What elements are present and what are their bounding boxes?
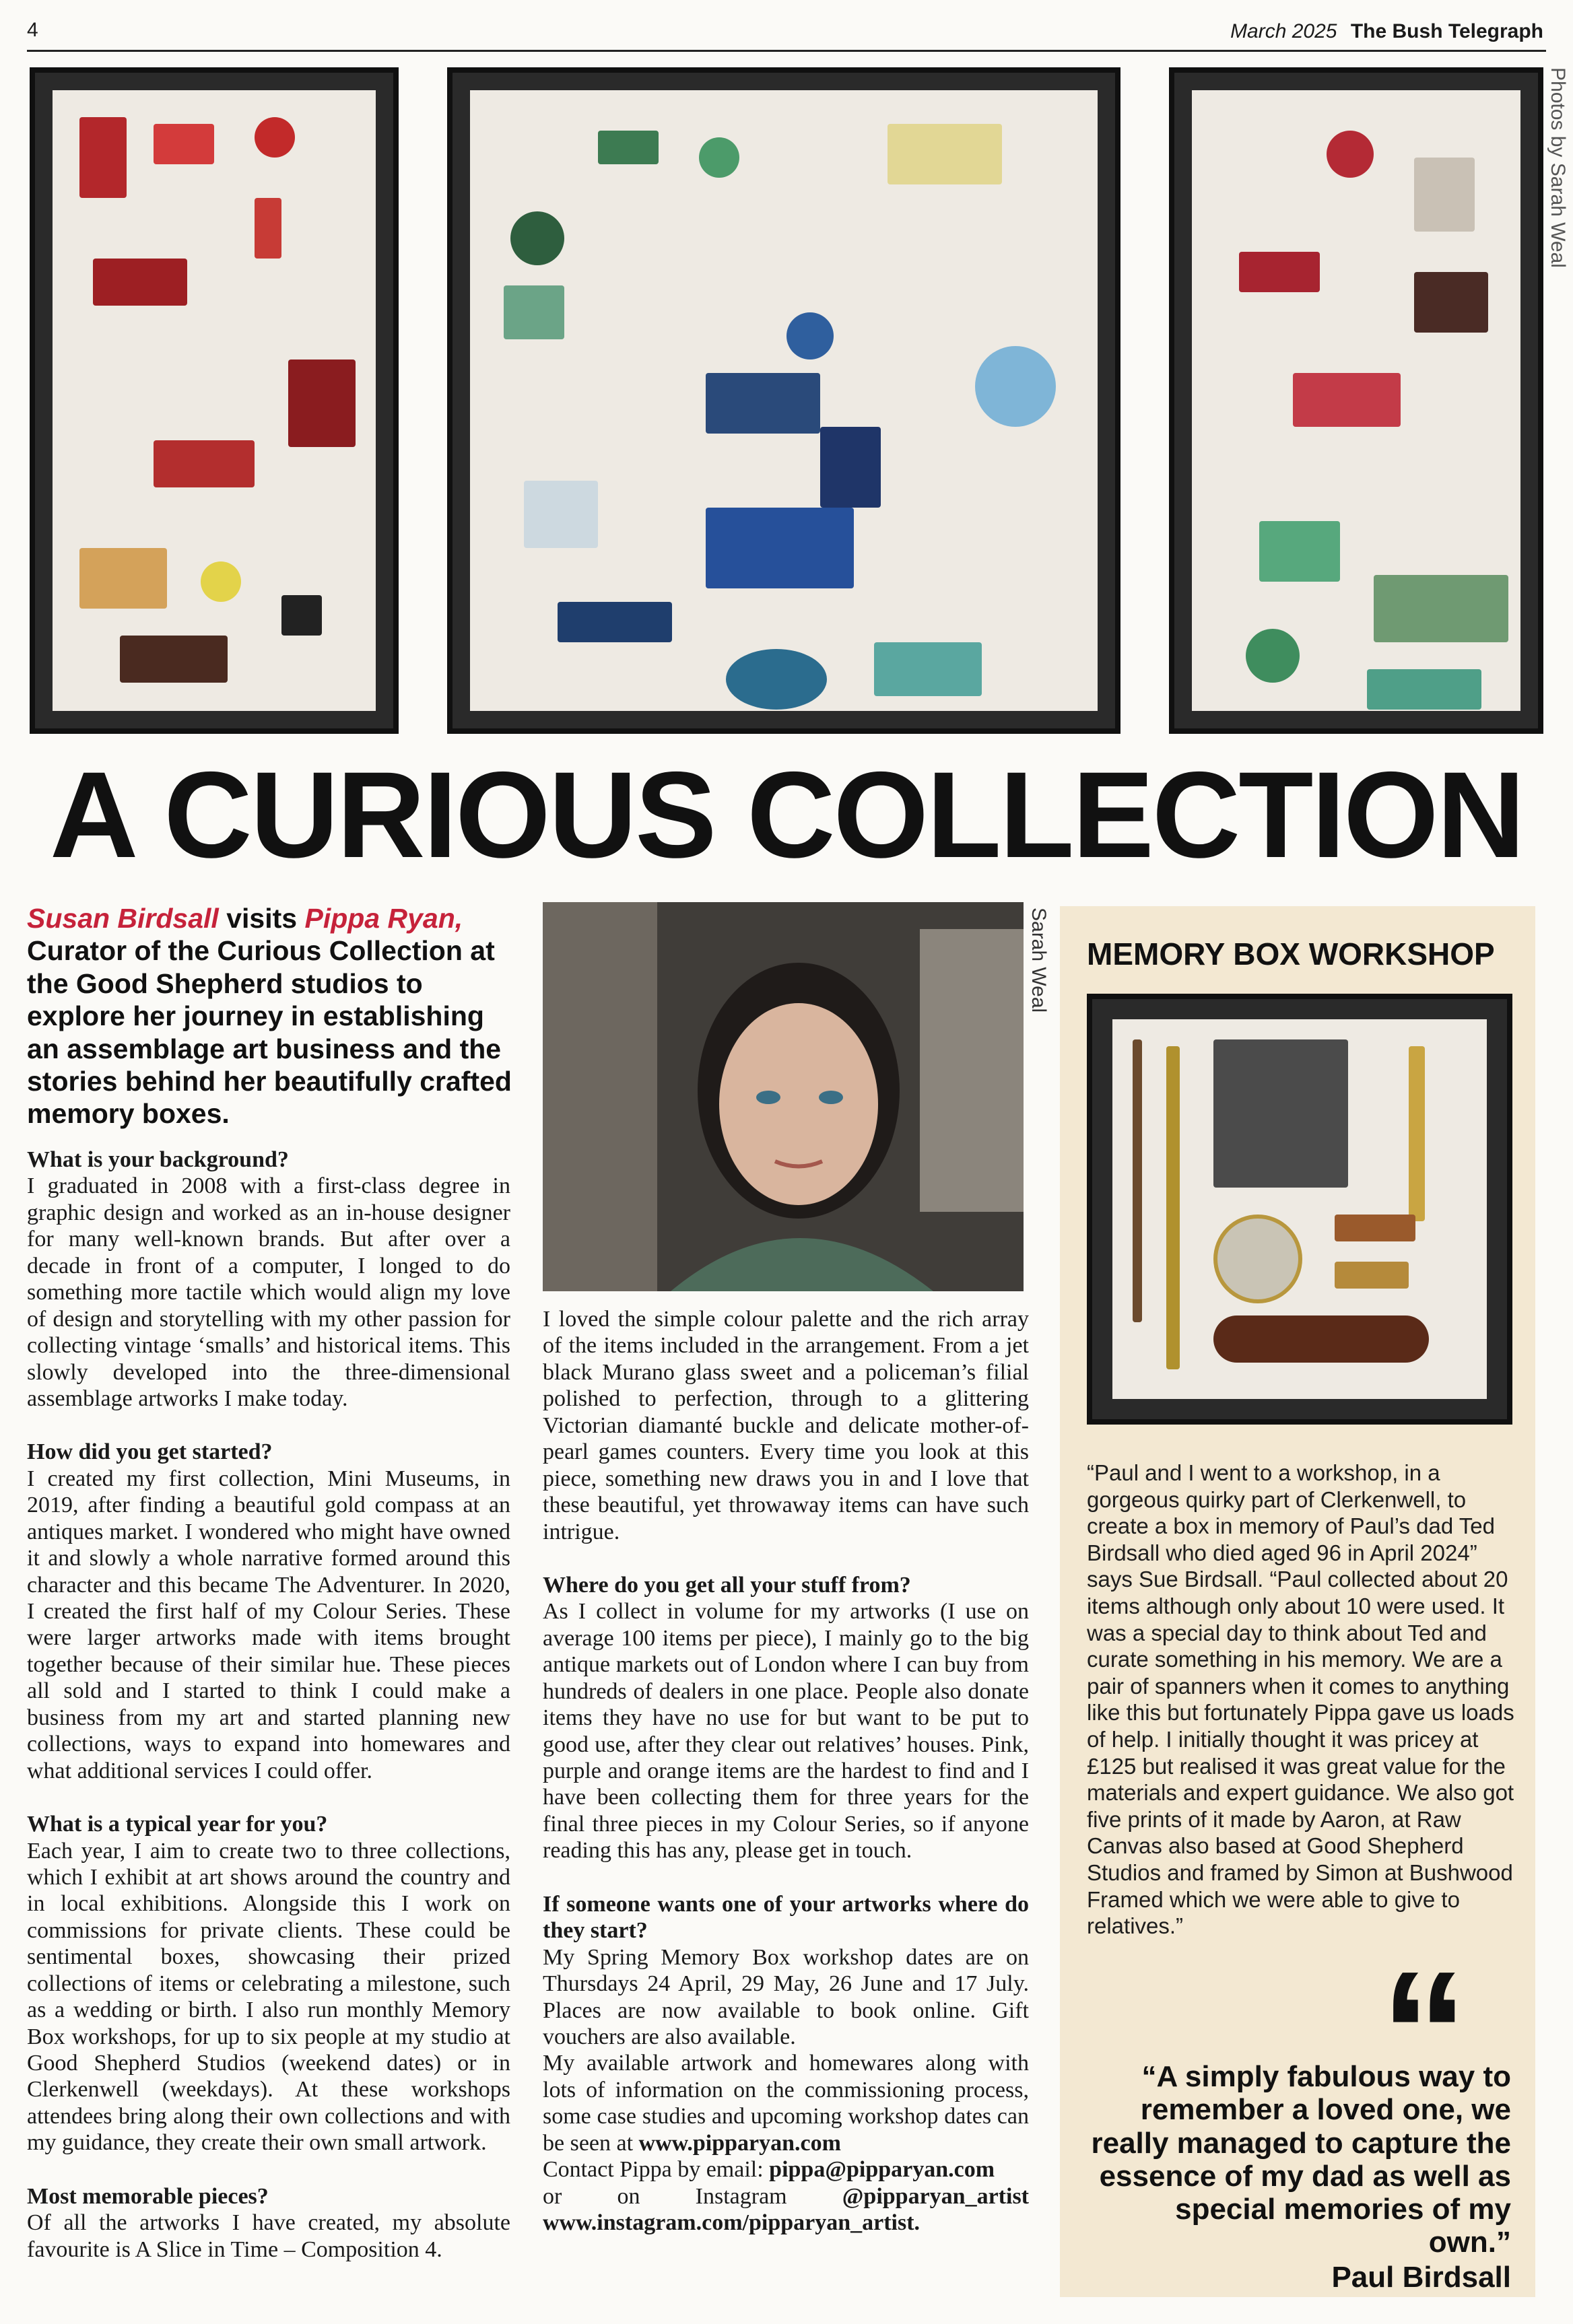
issue-date: March 2025 [1230,20,1337,42]
pull-quote-text: “A simply fabulous way to remember a loved one, we really managed to capture the essence of my dad as well as special memories of my own.” [1091,2060,1511,2259]
green-button [699,137,739,178]
red-token [255,198,281,259]
workshop-memory-box-photo [1087,994,1512,1425]
question-background: What is your background? [27,1147,289,1172]
blue-flower [786,312,834,360]
red-memory-box-photo [30,67,399,734]
brass-bar [1335,1262,1409,1289]
blue-check-grid [706,508,854,588]
pull-quote-author: Paul Birdsall [1331,2260,1511,2294]
green-pen [598,131,659,164]
red-rosette [1327,131,1374,178]
answer-workshop-dates: My Spring Memory Box workshop dates are on Thursdays 24 April, 29 May, 26 June and 17 July. Places are now available to book online. Gift vouchers are also available. [543,1944,1029,2049]
answer-background: I graduated in 2008 with a first-class degree in graphic design and worked as an in-house designer for many well-known brands. But after over a decade in front of a computer, I longed to do something more tactile which would align my love of design and storytelling with my other passion for collecting vintage ‘smalls’ and historical items. This slowly developed into the three-dimensional assemblage artworks I make today. [27,1173,510,1411]
question-where-start: If someone wants one of your artworks where do they start? [543,1891,1029,1944]
frame-mount [470,90,1098,711]
red-box [93,259,187,306]
green-button [1246,629,1300,683]
oxo-tin [154,440,255,487]
teal-tin [726,649,827,710]
answer-memorable: Of all the artworks I have created, my absolute favourite is A Slice in Time – Composition 4. [27,2210,510,2262]
answer-website [543,2050,1029,2156]
aqua-case [874,642,982,696]
paintbrush [1133,1039,1142,1322]
tobacco-pipe [1213,1315,1429,1363]
flower-brooch [79,548,167,609]
photo-credit: Photos by Sarah Weal [1547,67,1569,268]
author-name: Susan Birdsall [27,903,219,934]
question-memorable: Most memorable pieces? [27,2183,269,2209]
question-typical-year: What is a typical year for you? [27,1812,328,1837]
green-blue-memory-box-photo [447,67,1120,734]
frame-mount [1192,90,1520,711]
cream-card [888,124,1002,184]
subject-name: Pippa Ryan, [304,903,463,934]
red-buckle [1239,252,1320,292]
frame-mount [1112,1019,1487,1399]
pull-quote [1087,2060,1511,2294]
blue-clock [975,346,1056,427]
portrait-credit: Sarah Weal [1028,908,1050,1013]
wooden-tool [1335,1215,1415,1241]
drawing-pins-box [504,285,564,339]
instagram-line [543,2183,1029,2236]
gold-chain [1166,1046,1180,1369]
answer-typical-year: Each year, I aim to create two to three collections, which I exhibit at art shows around the country and in local exhibitions. Alongside this I work on commissions for private clients. These could be sentimental boxes, showcasing their prized collections of items or celebrating a milestone, such as a wedding or birth. I also run monthly Memory Box workshops, for up to six people at my studio at Good Shepherd Studios (weekend dates) or in Clerkenwell (weekdays). At these workshops attendees bring along their own collections and with my guidance, they create their own small artwork. [27,1838,510,2156]
instagram-url-link[interactable]: www.instagram.com/pipparyan_artist. [543,2210,921,2235]
brown-tin [120,636,228,683]
contact-email-line [543,2156,1029,2183]
red-card [288,360,356,447]
quote-mark-icon: “ [1380,1936,1468,2131]
contact-text: Contact Pippa by email: [543,2157,764,2183]
yellow-flower [201,561,241,602]
website-text: My available artwork and homewares along with lots of information on the commissioning process, some case studies and upcoming workshop dates can be seen at [543,2051,1029,2156]
publication-name: The Bush Telegraph [1350,20,1543,42]
red-tin [154,124,214,164]
sidebar-title: MEMORY BOX WORKSHOP [1087,936,1495,971]
blue-label [558,602,672,642]
standfirst-verb: visits [226,903,298,934]
standfirst [27,902,512,1130]
dark-red-case [1414,272,1488,333]
headline: A CURIOUS COLLECTION [50,746,1523,883]
standfirst-text: Curator of the Curious Collection at the Good Shepherd studios to explore her journey in establishing an assemblage art business and the stories behind her beautifully crafted memory boxes. [27,935,512,1130]
sidebar-testimonial: “Paul and I went to a workshop, in a gorgeous quirky part of Clerkenwell, to create a box in memory of Paul’s dad Ted Birdsall who died aged 96 in April 2024” says Sue Birdsall. “Paul collected about 20 items although only about 10 were used. It was a special day to think about Ted and curate something in his memory. We are a pair of spanners when it comes to anything like this but fortunately Pippa gave us loads of help. I initially thought it was pricey at £125 but realised it was great value for the materials and expert guidance. We also got five prints of it made by Aaron, at Raw Canvas also based at Good Shepherd Studios and framed by Simon at Bushwood Framed which we were able to give to relatives.” [1087,1460,1514,1939]
masthead [1230,20,1543,43]
pocket-watch [1213,1215,1302,1303]
black-white-photo [1213,1039,1348,1188]
page-number: 4 [27,19,38,41]
butterfly [281,595,322,636]
crest-shield [1414,158,1475,232]
answer-stuff-source: As I collect in volume for my artworks (I use on average 100 items per piece), I mainly go to the big antique markets out of London where I can buy from hundreds of dealers in one place. People also donate items they have no use for but want to be put to good use, after they clear out relatives’ houses. Pink, purple and orange items are the hardest to find and I have been collecting them for three years for the final three pieces in my Colour Series, so if anyone reading this has any, please get in touch. [543,1599,1029,1864]
slice-in-time-description: I loved the simple colour palette and the rich array of the items included in the arrangement. From a jet black Murano glass sweet and a policeman’s filial polished to perfection, through to a glittering Victorian diamanté buckle and delicate mother-of-pearl games counters. Every time you look at this piece, something new draws you in and I love that these beautiful, yet throwaway items can have such intrigue. [543,1307,1029,1544]
owners-club-card [820,427,881,508]
red-green-memory-box-photo [1169,67,1543,734]
portrait-illustration [543,902,1024,1291]
question-started: How did you get started? [27,1439,273,1465]
article-column-1 [27,1147,510,2263]
website-link[interactable]: www.pipparyan.com [638,2130,841,2156]
portrait-photo [543,902,1024,1291]
contact-email-link[interactable]: pippa@pipparyan.com [769,2157,995,2183]
instagram-handle-link[interactable]: @pipparyan_artist [842,2183,1029,2209]
green-tractor [510,211,564,265]
gold-watch [1409,1046,1425,1221]
header-rule [27,50,1546,52]
drawing-pins-tin [1367,669,1481,710]
question-stuff-source: Where do you get all your stuff from? [543,1572,911,1598]
number-24-tag [524,481,598,548]
answer-started: I created my first collection, Mini Museums, in 2019, after finding a beautiful gold compass at an antiques market. I wondered who might have owned it and slowly a whole narrative formed around this character and this became The Adventurer. In 2020, I created the first half of my Colour Series. These were larger artworks made with items brought together because of their similar hue. These pieces all sold and I started to think I could make a business from my art and started planning new collections, ways to expand into homewares and what additional services I could offer. [27,1466,510,1783]
red-toys [1293,373,1401,427]
red-booklet [79,117,127,198]
green-banknote [1374,575,1508,642]
instagram-text: or on Instagram [543,2183,787,2209]
article-column-2 [543,1306,1029,2236]
green-rosette [1259,521,1340,582]
red-button [255,117,295,158]
navy-tin [706,373,820,434]
frame-mount [53,90,376,711]
